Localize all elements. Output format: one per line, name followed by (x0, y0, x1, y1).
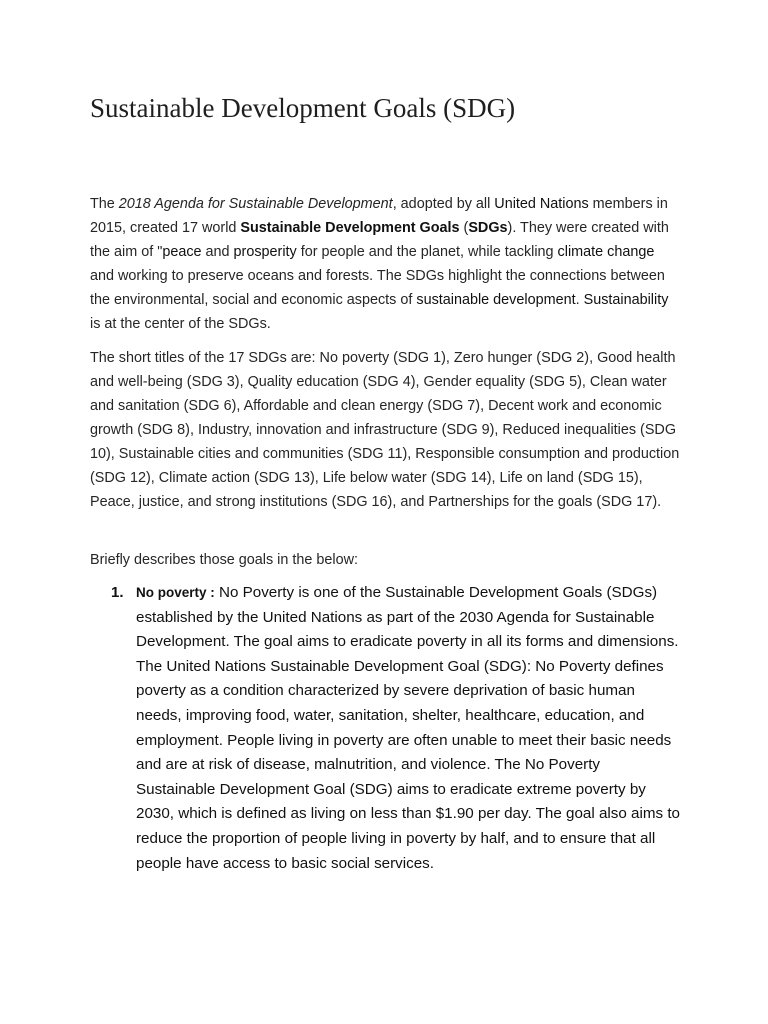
united-nations-link[interactable]: United Nations (494, 196, 589, 212)
climate-action-link[interactable]: Climate action (158, 470, 250, 486)
intro-text: The (90, 196, 119, 212)
goal-number: 1. (111, 584, 124, 601)
intro-text: for people and the planet, while tackling (296, 244, 558, 260)
intro-text: ( (459, 220, 469, 236)
sustainable-development-link[interactable]: sustainable development (416, 292, 576, 308)
short-titles-paragraph (90, 346, 680, 514)
goal-lead: No poverty : (136, 585, 215, 600)
sdgs-abbreviation: SDGs (468, 220, 508, 236)
peace-link[interactable]: peace (162, 244, 202, 260)
climate-change-link[interactable]: climate change (557, 244, 655, 260)
sustainability-link[interactable]: Sustainability (583, 292, 669, 308)
intro-paragraph (90, 192, 680, 336)
intro-text: members in 2015, created 17 world (90, 196, 668, 236)
prosperity-link[interactable]: prosperity (233, 244, 297, 260)
intro-text: is at the center of the SDGs. (90, 316, 271, 332)
intro-text: and working to preserve oceans and forests. The SDGs highlight the connections between the environmental, social and economic aspects of (90, 268, 665, 308)
intro-text: , adopted by all (392, 196, 495, 212)
page-title: Sustainable Development Goals (SDG) (90, 93, 516, 123)
agenda-title: 2018 Agenda for Sustainable Development (118, 196, 393, 212)
intro-text: and (201, 244, 234, 260)
short-titles-text: The short titles of the 17 SDGs are: No poverty (SDG 1), Zero hunger (SDG 2), Good health and well-being (SDG 3), Quality education (SDG 4), Gender equality (SDG 5), Clean water and sanitation (SDG 6), Affordable and clean energy (SDG 7), Decent work and economic growth (SDG 8), Industry, innovation and infrastructure (SDG 9), Reduced inequalities (SDG 10), Sustainable cities and communities (SDG 11), Responsible consumption and production (SDG 12), (90, 350, 680, 486)
intro-text: . (575, 292, 584, 308)
short-titles-text: (SDG 13), Life below water (SDG 14), Life on land (SDG 15), Peace, justice, and strong institutions (SDG 16), and Partnerships for the goals (SDG 17). (90, 470, 662, 510)
brief-intro: Briefly describes those goals in the below: (90, 552, 358, 568)
goal-description (136, 581, 681, 876)
intro-text: ). They were created with the aim of " (90, 220, 669, 260)
sdg-term: Sustainable Development Goals (240, 220, 460, 236)
goal-text: No Poverty is one of the Sustainable Development Goals (SDGs) established by the United Nations as part of the 2030 Agenda for Sustainable Development. The goal aims to eradicate poverty in all its forms and dimensions. The United Nations Sustainable Development Goal (SDG): No Poverty defines poverty as a condition characterized by severe deprivation of basic human needs, improving food, water, sanitation, shelter, healthcare, education, and employment. People living in poverty are often unable to meet their basic needs and are at risk of disease, malnutrition, and violence. The No Poverty Sustainable Development Goal (SDG) aims to eradicate extreme poverty by 2030, which is defined as living on less than $1.90 per day. The goal also aims to reduce the proportion of people living in poverty by half, and to ensure that all people have access to basic social services. (136, 584, 680, 872)
